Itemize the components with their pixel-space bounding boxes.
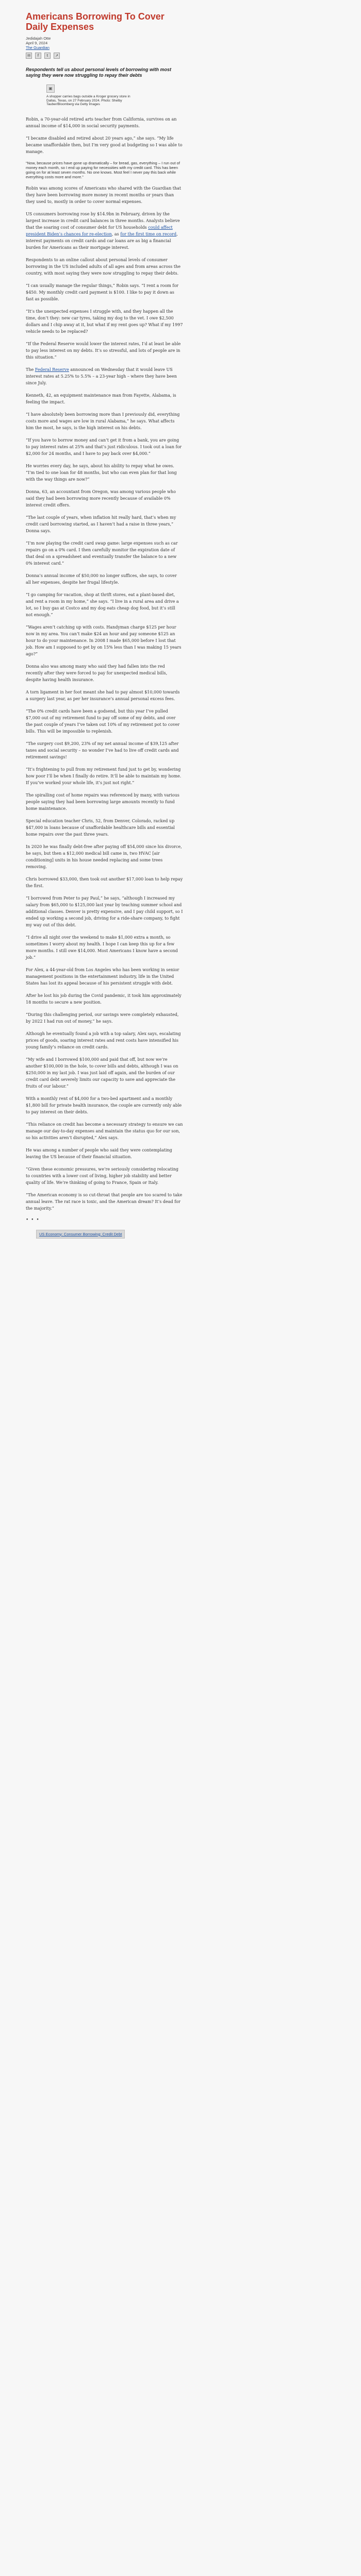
article-paragraph: After he lost his job during the Covid pandemic, it took him approximately 18 months to secure a new position. [26,993,182,1005]
share-icon[interactable]: ✉ [26,53,32,59]
article-paragraph: “Now, because prices have gone up dramatically – for bread, gas, everything – I run out of money each month, so I end up paying for necessities with my credit card. This has been going on for at least seven months. No one knows. Most feel I never pay this back while everything costs more and more.” [26,160,180,179]
share-icon[interactable]: t [44,53,51,59]
figure-caption: A shopper carries bags outside a Kroger grocery store in Dallas, Texas, on 27 February 2024. Photo: Shelby Tauber/Bloomberg via Getty Images [46,95,130,106]
tag-row [36,1228,183,1239]
article-paragraph: “The surgery cost $9,200, 23% of my net annual income of $39,125 after taxes and social security – no wonder I’ve had to live off credit cards and retirement savings! [26,741,179,759]
article-paragraph: “If you have to borrow money and can’t get it from a bank, you are going to pay interest rates at 25% and that’s just ridiculous. I took out a loan for $2,000 for 24 months, and I have to pay back over $4,000.” [26,437,182,456]
paragraph-text: The [26,367,35,372]
article-paragraph: “I became disabled and retired about 20 years ago,” she says. “My life became unaffordable then, but I’m very good at budgeting so I was able to manage. [26,135,183,154]
article-paragraph: “The last couple of years, when inflation hit really hard, that’s when my credit card borrowing started, as I haven’t had a raise in three years,” Donna says. [26,515,176,533]
article-paragraph: Donna, 63, an accountant from Oregon, was among various people who said they had been borrowing more recently because of available 0% interest credit offers. [26,489,176,507]
share-bar [26,53,183,59]
standfirst: Respondents tell us about personal levels of borrowing with most saying they were now struggling to repay their debts [26,67,172,78]
article-paragraph: “My wife and I borrowed $100,000 and paid that off, but now we’re another $100,000 in the hole, to cover bills and debts, although I was on $250,000 in my last job. I was just laid off again, and the burden of our credit card debt severely limits our capacity to save and appreciate the fruits of our labour.” [26,1057,178,1089]
article-paragraph [26,211,183,251]
article-paragraph: Chris borrowed $33,000, then took out another $17,000 loan to help repay the first. [26,876,183,888]
source-link[interactable]: The Guardian [26,45,50,50]
article-paragraph: Robin, a 70-year-old retired arts teacher from California, survives on an annual income of $14,000 in social security payments. [26,116,177,128]
broken-image-icon: ▣ [46,84,55,93]
article-paragraph: A torn ligament in her foot meant she had to pay almost $10,000 towards a surgery last year, as per her insurance’s annual personal excess fees. [26,689,180,701]
article-paragraph: Kenneth, 42, an equipment maintenance man from Fayette, Alabama, is feeling the impact. [26,393,176,404]
article-paragraph: “I have absolutely been borrowing more than I previously did, everything costs more and wages are low in rural Alabama,” he says. What affects him the most, he says, is the high interest on his debts. [26,412,180,430]
article-paragraph: Donna also was among many who said they had fallen into the red recently after they were forced to pay for unexpected medical bills, despite having health insurance. [26,664,168,682]
article-paragraph: “I borrowed from Peter to pay Paul,” he says, “although I increased my salary from $65,000 to $125,000 last year by teaching summer school and additional classes. Denver is pretty expensive, and I pay child support, so I ended up working a second job, driving for a ride-share company, to fight my way out of this debt. [26,895,183,927]
article-paragraph: The spiralling cost of home repairs was referenced by many, with various people saying they had been borrowing large amounts recently to fund home maintenance. [26,792,179,811]
article-paragraph [26,366,183,386]
article-paragraph: Although he eventually found a job with a top salary, Alex says, escalating prices of goods, soaring interest rates and rent costs have intensified his young family’s reliance on credit cards. [26,1031,181,1049]
article-paragraph: “I’m now playing the credit card swap game: large expenses such as car repairs go on a 0% card. I then carefully monitor the expiration date of that deal on a spreadsheet and eventually transfer the balance to a new 0% interest card.” [26,540,178,566]
inline-link[interactable]: could affect president Biden’s chances for re-election [26,225,173,236]
end-ornament: • • • [26,1217,40,1223]
article-paragraph: “This reliance on credit has become a necessary strategy to ensure we can manage our day-to-day expenses and maintain the status quo for our son, so his activities aren’t disrupted,” Alex says. [26,1122,183,1140]
paragraph-text: , as [111,231,121,236]
article-paragraph: With a monthly rent of $4,000 for a two-bed apartment and a monthly $1,800 bill for private health insurance, the couple are currently only able to pay interest on their debts. [26,1096,182,1114]
inline-link[interactable]: for the first time on record [120,231,177,236]
lead-figure [46,84,134,107]
article-paragraph: “Given these economic pressures, we’re seriously considering relocating to countries with a lower cost of living, higher job stability and better quality of life. We’re thinking of going to France, Spain or Italy. [26,1166,178,1185]
article-paragraph: He worries every day, he says, about his ability to repay what he owes. “I’m tied to one loan for 48 months, but who can even plan for that long with the way things are now?” [26,463,177,482]
article-body [26,116,183,1212]
article-paragraph: Special education teacher Chris, 52, from Denver, Colorado, racked up $47,000 in loans because of unaffordable healthcare bills and essential home repairs over the past three years. [26,818,175,837]
author-name: Jedidajah Otte [26,36,51,41]
article-paragraph: “I drive all night over the weekend to make $1,000 extra a month, so sometimes I worry about my health. I hope I can keep this up for a few more months. I still owe $14,000. Most Americans I know have a second job.” [26,935,178,960]
article-paragraph: “During this challenging period, our savings were completely exhausted, by 2022 I had run out of money,” he says. [26,1012,179,1024]
article-paragraph: “It’s the unexpected expenses I struggle with, and they happen all the time, don’t they: new car tyres, taking my dog to the vet. I owe $2,500 dollars and I chip away at it, but what if my rent goes up? What if my 1997 vehicle needs to be replaced? [26,309,183,334]
article-paragraph: “If the Federal Reserve would lower the interest rates, I’d at least be able to pay less interest on my debts. It’s so stressful, and lots of people are in this situation.” [26,341,181,360]
article-paragraph: “I go camping for vacation, shop at thrift stores, eat a plant-based diet, and rent a room in my home,” she says. “I live in a rural area and drive a lot, so I buy gas at Costco and my dog eats cheap dog food, but it’s still not enough.” [26,592,179,617]
headline: Americans Borrowing To Cover Daily Expenses [26,11,165,32]
paragraph-text: announced on Wednesday that it would leave US interest rates at 5.25% to 5.5% – a 23-year high – where they have been since July. [26,367,177,385]
publish-date: April 9, 2024 [26,41,48,45]
share-icon[interactable]: f [35,53,41,59]
byline [26,36,183,50]
article-paragraph: “The American economy is so cut-throat that people are too scared to take annual leave. The rat race is toxic, and the American dream? It’s dead for the majority.” [26,1192,183,1211]
inline-link[interactable]: Federal Reserve [35,367,69,372]
article-paragraph: Robin was among scores of Americans who shared with the Guardian that they have been borrowing more money in recent months or years than they used to, mostly in order to cover normal expenses. [26,185,182,204]
article-paragraph: “I can usually manage the regular things,” Robin says. “I rent a room for $450. My monthly credit card payment is $100. I like to pay it down as fast as possible. [26,283,178,301]
article-paragraph: For Alex, a 44-year-old from Los Angeles who has been working in senior management positions in the entertainment industry, life in the United States has lost its appeal because of his persistent struggle with debt. [26,967,179,986]
article-paragraph: Respondents to an online callout about personal levels of consumer borrowing in the US included adults of all ages and from areas across the country, with most saying they were now struggling to repay their debts. [26,257,181,276]
article-paragraph: “The 0% credit cards have been a godsend, but this year I’ve pulled $7,000 out of my retirement fund to pay off some of my debts, and over the past couple of years I’ve taken out 10% of my retirement pot to cover bills. This will be impossible to replenish. [26,708,180,734]
topic-tag-link[interactable]: US Economy: Consumer Borrowing: Credit Debt [39,1231,122,1236]
paragraph-text: , interest payments on credit cards and car loans are as big a financial burden for Americans as their mortgage interest. [26,231,178,250]
article-paragraph: Donna’s annual income of $50,000 no longer suffices, she says, to cover all her expenses, despite her frugal lifestyle. [26,573,177,585]
article-paragraph: He was among a number of people who said they were contemplating leaving the US because of their financial situation. [26,1147,172,1159]
article-paragraph: “Wages aren’t catching up with costs. Handyman charge $125 per hour now in my area. You can’t make $24 an hour and pay someone $125 an hour to do your maintenance. In 2008 I made $65,000 before I lost that job. How am I supposed to get by on 15% less than I was making 15 years ago?” [26,624,182,656]
share-icon[interactable]: ↗ [54,53,60,59]
article-paragraph: “It’s frightening to pull from my retirement fund just to get by, wondering how poor I’ll be when I finally do retire. It’ll be able to maintain my home. If you’ve worked your whole life, it’s just not right.” [26,767,182,785]
article-paragraph: In 2020 he was finally debt-free after paying off $54,000 since his divorce, he says, but then a $12,000 medical bill came in, two HVAC [air conditioning] units in his house needed replacing and some trees removing. [26,844,182,869]
topic-tag [36,1230,125,1239]
article-column [26,11,183,1239]
paragraph-text: US consumers borrowing rose by $14.9bn in February, driven by the largest increase in credit card balances in three months. Analysts believe that the soaring cost of consumer debt for US households [26,211,180,230]
